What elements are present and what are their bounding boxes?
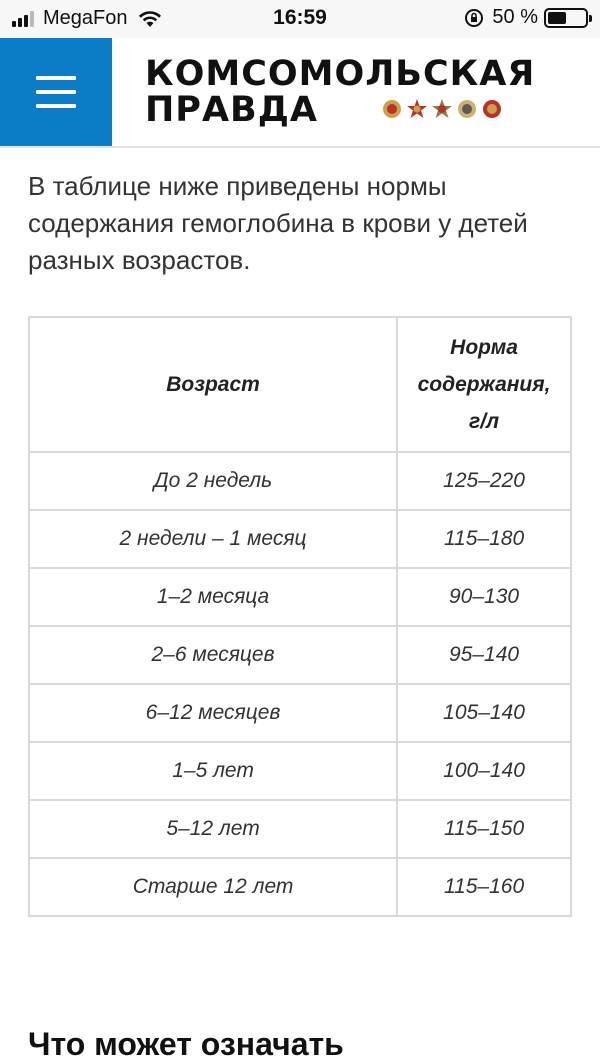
order-star-icon — [406, 98, 428, 120]
age-cell: 5–12 лет — [29, 800, 397, 858]
hemoglobin-table — [28, 316, 572, 917]
norm-cell: 125–220 — [397, 452, 571, 510]
hamburger-line — [36, 104, 76, 108]
status-bar — [0, 0, 600, 38]
order-star-icon — [431, 98, 453, 120]
column-header-norm: Норма содержания, г/л — [397, 317, 571, 452]
logo-orders-icons — [381, 98, 506, 120]
section-heading: Что может означать — [28, 1026, 344, 1062]
column-header-age: Возраст — [29, 317, 397, 452]
table-row — [29, 568, 571, 626]
norm-cell: 90–130 — [397, 568, 571, 626]
norm-cell: 115–160 — [397, 858, 571, 916]
order-medal-icon — [381, 98, 403, 120]
hamburger-line — [36, 90, 76, 94]
norm-cell: 115–150 — [397, 800, 571, 858]
hamburger-line — [36, 76, 76, 80]
table-row — [29, 452, 571, 510]
battery-icon — [544, 8, 588, 28]
age-cell: 2–6 месяцев — [29, 626, 397, 684]
clock: 16:59 — [273, 6, 327, 29]
battery-level-fill — [548, 12, 566, 24]
article-intro: В таблице ниже приведены нормы содержания гемоглобина в крови у детей разных возрастов. — [28, 171, 528, 275]
norm-cell: 105–140 — [397, 684, 571, 742]
site-logo[interactable] — [145, 54, 536, 130]
battery-percent: 50 % — [492, 6, 538, 28]
age-cell: 1–5 лет — [29, 742, 397, 800]
table-row — [29, 684, 571, 742]
age-cell: 1–2 месяца — [29, 568, 397, 626]
table-header-row — [29, 317, 571, 452]
age-cell: До 2 недель — [29, 452, 397, 510]
carrier-name: MegaFon — [43, 7, 128, 29]
table-row — [29, 858, 571, 916]
age-cell: 6–12 месяцев — [29, 684, 397, 742]
norm-cell: 100–140 — [397, 742, 571, 800]
age-cell: Старше 12 лет — [29, 858, 397, 916]
table-row — [29, 626, 571, 684]
logo-line-1: КОМСОМОЛЬСКАЯ — [145, 54, 536, 94]
table-row — [29, 800, 571, 858]
order-medal-icon — [481, 98, 503, 120]
order-medal-icon — [456, 98, 478, 120]
norm-cell: 95–140 — [397, 626, 571, 684]
logo-line-2: ПРАВДА — [145, 90, 318, 130]
status-right — [464, 6, 588, 29]
orientation-lock-icon — [464, 8, 484, 28]
battery-cap — [589, 15, 592, 22]
table-row — [29, 742, 571, 800]
menu-button[interactable] — [0, 38, 112, 146]
site-header — [0, 38, 600, 148]
age-cell: 2 недели – 1 месяц — [29, 510, 397, 568]
norm-cell: 115–180 — [397, 510, 571, 568]
table-row — [29, 510, 571, 568]
